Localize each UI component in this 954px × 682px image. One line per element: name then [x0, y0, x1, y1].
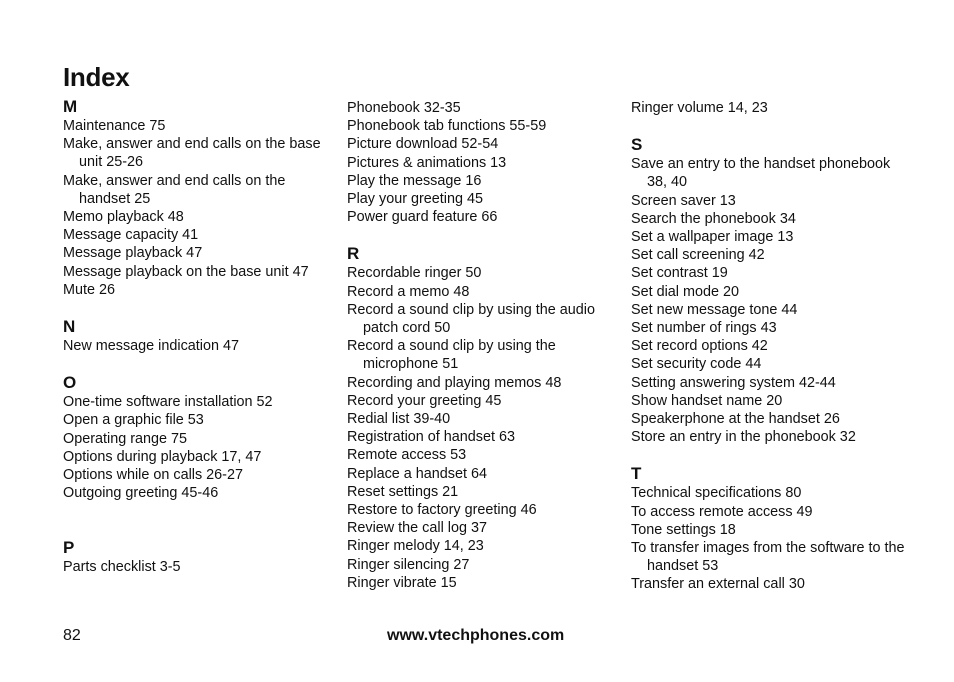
index-entry: Reset settings 21 — [347, 483, 459, 500]
index-entry: To access remote access 49 — [631, 503, 813, 520]
index-entry: Redial list 39-40 — [347, 411, 451, 428]
section-letter: S — [631, 135, 643, 155]
index-entry: Technical specifications 80 — [631, 485, 802, 502]
index-entry: Phonebook 32-35 — [347, 100, 461, 116]
section-letter: M — [63, 97, 78, 116]
index-entry: Recording and playing memos 48 — [347, 374, 562, 391]
index-entry: Options while on calls 26-27 — [63, 467, 243, 484]
section-letter: R — [347, 244, 360, 264]
index-entry: Message playback on the base unit 47 — [63, 263, 309, 280]
page-number: 82 — [63, 627, 81, 644]
index-entry: Record a memo 48 — [347, 283, 470, 300]
index-entry: Make, answer and end calls on the handset 25 — [63, 172, 286, 207]
index-entry: Set dial mode 20 — [631, 283, 740, 300]
index-section-p — [63, 538, 338, 576]
index-entry: Review the call log 37 — [347, 520, 487, 537]
index-section-r — [347, 244, 622, 592]
section-letter: N — [63, 317, 76, 337]
index-section-s — [631, 135, 906, 446]
index-entry: Ringer vibrate 15 — [347, 574, 457, 591]
index-entry: Pictures & animations 13 — [347, 154, 507, 171]
section-letter: O — [63, 373, 77, 393]
index-entry: Outgoing greeting 45-46 — [63, 485, 219, 502]
index-entry: Phonebook tab functions 55-59 — [347, 118, 547, 135]
index-entry: Speakerphone at the handset 26 — [631, 411, 840, 428]
index-entry: Remote access 53 — [347, 447, 467, 464]
page-title: Index — [63, 62, 130, 92]
index-section-o — [63, 373, 338, 502]
index-column-2 — [347, 97, 622, 592]
index-entry: To transfer images from the software to the handset 53 — [631, 540, 905, 575]
index-entry: Restore to factory greeting 46 — [347, 502, 537, 519]
index-entry: Replace a handset 64 — [347, 465, 488, 482]
index-entry: Screen saver 13 — [631, 192, 736, 209]
index-entry: Ringer silencing 27 — [347, 556, 470, 573]
section-letter: P — [63, 538, 75, 558]
index-entry: Message playback 47 — [63, 245, 203, 262]
index-section-n — [63, 317, 338, 355]
section-letter: T — [631, 464, 642, 484]
index-entry: Ringer volume 14, 23 — [631, 100, 768, 116]
index-entry: Message capacity 41 — [63, 227, 199, 244]
index-entry: Set contrast 19 — [631, 265, 728, 282]
index-entry: Store an entry in the phonebook 32 — [631, 429, 856, 446]
index-entry: Set new message tone 44 — [631, 301, 798, 318]
index-entry: Make, answer and end calls on the base unit 25-26 — [63, 136, 321, 171]
index-entry: Maintenance 75 — [63, 118, 166, 134]
index-entry: Play your greeting 45 — [347, 191, 483, 208]
index-section-p-continued — [347, 97, 622, 226]
index-entry: Record a sound clip by using the microphone 51 — [347, 338, 556, 373]
index-entry: Record a sound clip by using the audio patch cord 50 — [347, 301, 595, 337]
index-entry: Set security code 44 — [631, 356, 762, 373]
index-section-m — [63, 97, 338, 299]
index-entry: Parts checklist 3-5 — [63, 559, 181, 576]
index-entry: Play the message 16 — [347, 172, 482, 189]
index-entry: Memo playback 48 — [63, 209, 184, 226]
index-entry: Tone settings 18 — [631, 521, 736, 538]
index-entry: Record your greeting 45 — [347, 392, 502, 409]
index-entry: Registration of handset 63 — [347, 429, 516, 446]
index-entry: Setting answering system 42-44 — [631, 374, 836, 391]
index-entry: Set number of rings 43 — [631, 320, 777, 337]
index-entry: Search the phonebook 34 — [631, 210, 796, 227]
index-entry: Save an entry to the handset phonebook 38, 40 — [631, 156, 891, 191]
index-entry: Ringer melody 14, 23 — [347, 538, 484, 555]
index-section-t — [631, 464, 906, 593]
index-entry: Mute 26 — [63, 281, 115, 298]
index-entry: One-time software installation 52 — [63, 394, 273, 411]
index-entry: Open a graphic file 53 — [63, 412, 204, 429]
index-column-1 — [63, 97, 338, 577]
index-entry: Picture download 52-54 — [347, 136, 499, 153]
footer-url: www.vtechphones.com — [387, 627, 565, 644]
index-column-3 — [631, 97, 906, 594]
index-entry: Operating range 75 — [63, 430, 188, 447]
index-section-r-continued — [631, 97, 906, 117]
index-entry: Power guard feature 66 — [347, 209, 498, 226]
index-entry: Recordable ringer 50 — [347, 265, 482, 282]
index-entry: Options during playback 17, 47 — [63, 448, 262, 465]
index-entry: Transfer an external call 30 — [631, 576, 805, 593]
index-entry: New message indication 47 — [63, 338, 239, 355]
index-entry: Set a wallpaper image 13 — [631, 229, 794, 246]
index-entry: Set record options 42 — [631, 338, 768, 355]
index-entry: Show handset name 20 — [631, 392, 783, 409]
index-entry: Set call screening 42 — [631, 247, 765, 264]
